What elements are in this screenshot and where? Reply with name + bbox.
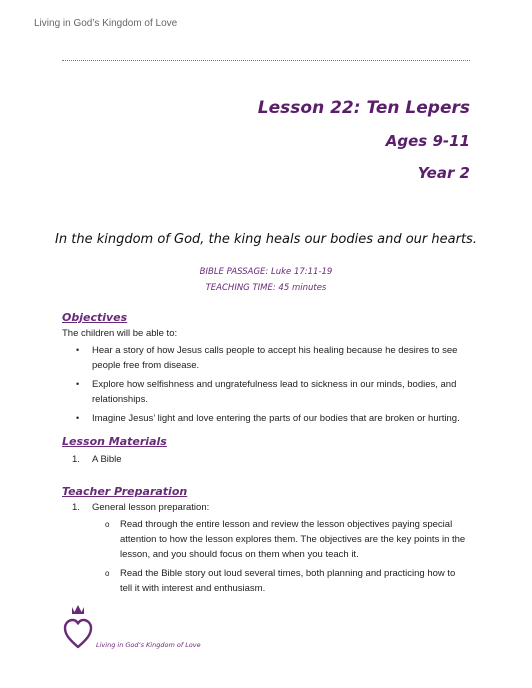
year-label: Year 2: [417, 164, 470, 182]
list-item: 1. General lesson preparation:: [72, 502, 210, 513]
preparation-list: [62, 500, 470, 515]
materials-heading: Lesson Materials: [62, 435, 167, 448]
bullet-icon: •: [76, 413, 80, 423]
circle-bullet-icon: o: [105, 569, 110, 578]
bullet-icon: •: [76, 379, 80, 389]
bible-passage: BIBLE PASSAGE: Luke 17:11-19: [199, 267, 333, 277]
objectives-section: [62, 326, 470, 430]
list-item: • Imagine Jesus’ light and love entering the parts of our bodies that are broken or hurting.: [76, 413, 460, 424]
header-divider: [62, 60, 470, 61]
lesson-theme: In the kingdom of God, the king heals our bodies and our hearts.: [55, 232, 477, 247]
title-block: [258, 98, 470, 182]
lesson-title: Lesson 22: Ten Lepers: [257, 98, 470, 118]
list-item: • Explore how selfishness and ungratefulness lead to sickness in our minds, bodies, and relationships.: [76, 379, 457, 405]
list-item: 1. A Bible: [72, 454, 122, 465]
passage-info: [0, 264, 532, 296]
running-header: Living in God’s Kingdom of Love: [34, 18, 178, 29]
list-item: o Read through the entire lesson and review the lesson objectives paying special attention to how the lesson explores them. The objectives are the key points in the lesson, and you should focus on them when you teach it.: [105, 519, 466, 560]
objectives-heading: Objectives: [62, 311, 128, 324]
objectives-intro: The children will be able to:: [62, 328, 178, 339]
preparation-sublist: [62, 517, 470, 596]
objectives-list: [62, 343, 470, 426]
teaching-time: TEACHING TIME: 45 minutes: [205, 283, 327, 293]
age-range: Ages 9-11: [385, 132, 470, 150]
preparation-section: [62, 500, 470, 600]
list-item: • Hear a story of how Jesus calls people to accept his healing because he desires to see people free from disease.: [76, 345, 458, 371]
circle-bullet-icon: o: [105, 520, 110, 529]
footer-text: Living in God’s Kingdom of Love: [96, 641, 201, 649]
materials-list: [62, 452, 470, 467]
crown-heart-logo-icon: [62, 603, 94, 651]
materials-section: [62, 452, 470, 467]
preparation-heading: Teacher Preparation: [62, 485, 188, 498]
bullet-icon: •: [76, 345, 80, 355]
list-item: o Read the Bible story out loud several times, both planning and practicing how to tell it with interest and enthusiasm.: [105, 568, 456, 594]
